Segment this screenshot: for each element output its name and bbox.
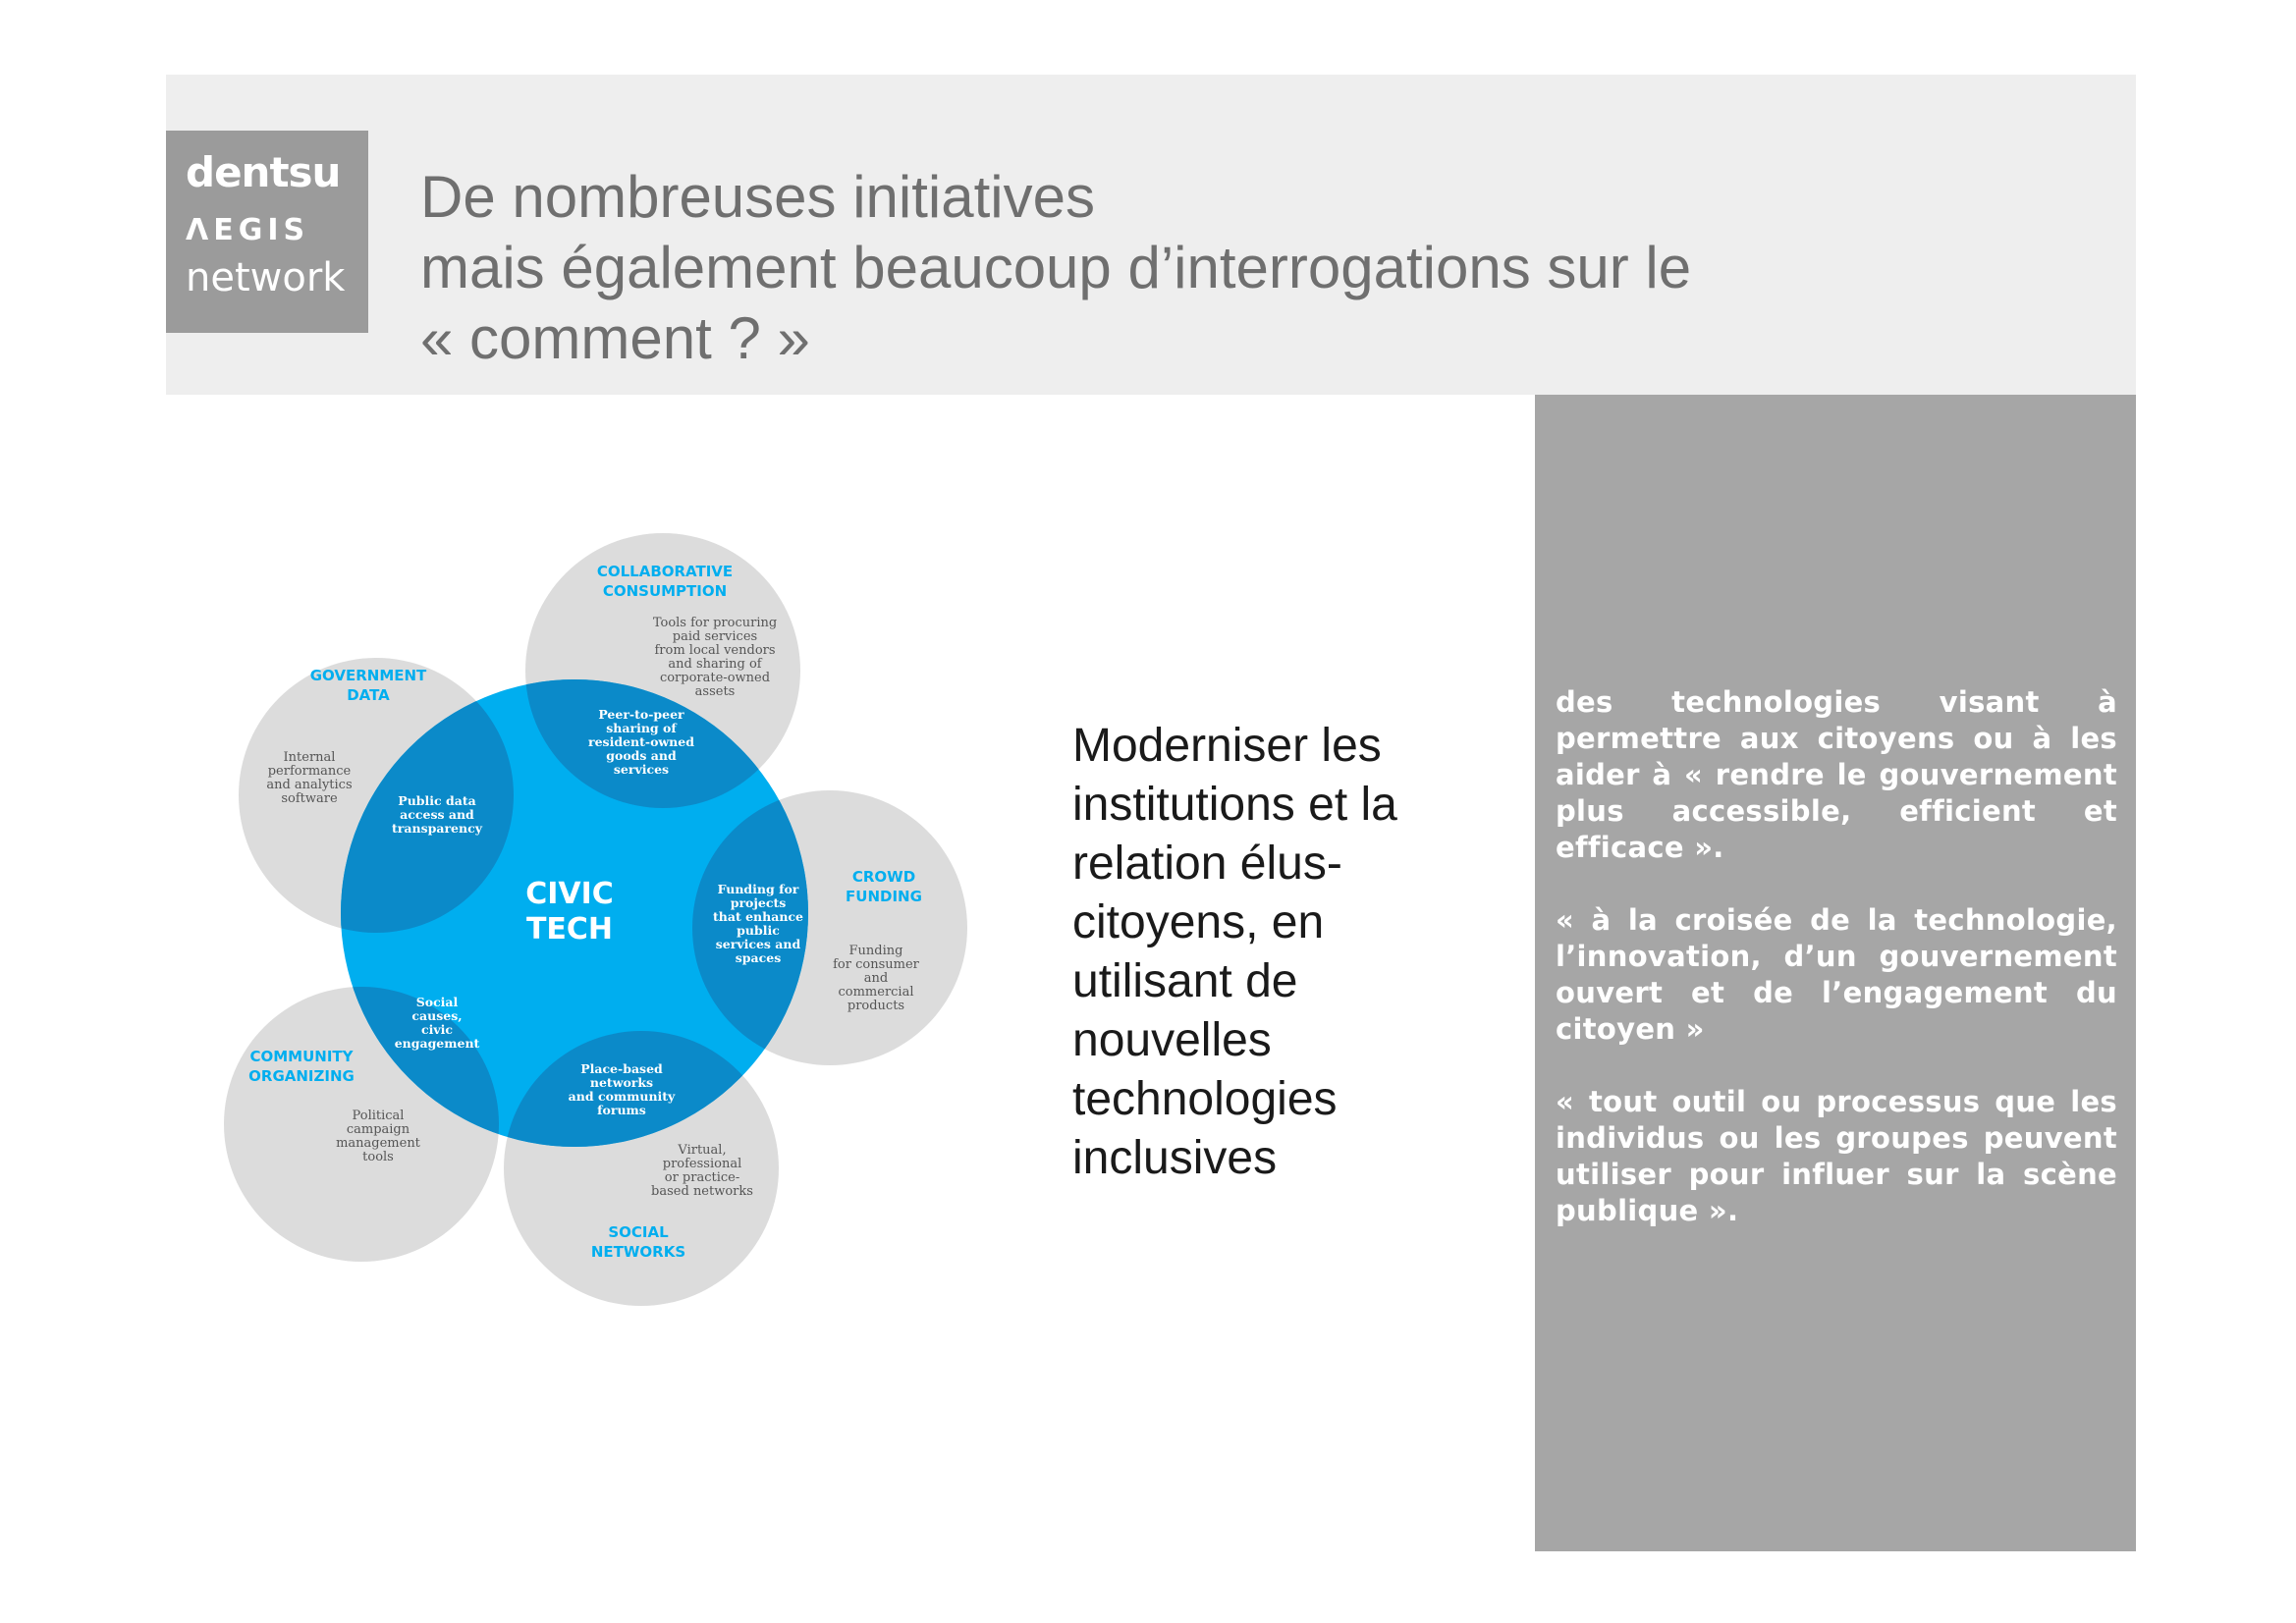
middle-text	[1072, 717, 1446, 1188]
overlap-label: Public data access and transparency	[392, 793, 482, 836]
title-line-2: mais également beaucoup d’interrogations sur le	[420, 235, 1692, 300]
middle-text-line: inclusives	[1072, 1132, 1278, 1184]
overlap-label: Social causes, civic engagement	[394, 995, 480, 1051]
center-label: CIVIC TECH	[525, 877, 614, 947]
circle-title: GOVERNMENT DATA	[309, 667, 427, 704]
circle-description: Political campaign management tools	[336, 1109, 420, 1164]
overlap-label: Funding for projects that enhance public services and spaces	[713, 882, 803, 965]
civic-tech-diagram	[216, 525, 992, 1321]
circle-title: COLLABORATIVE CONSUMPTION	[596, 563, 734, 600]
definition-text	[1556, 684, 2117, 1266]
logo-line-3: network	[186, 255, 346, 300]
page-title	[420, 162, 2090, 374]
middle-text-line: nouvelles	[1072, 1014, 1272, 1066]
middle-text-line: institutions et la	[1072, 779, 1397, 831]
middle-text-line: technologies	[1072, 1073, 1338, 1125]
title-line-3: « comment ? »	[420, 305, 810, 371]
circle-description: Virtual, professional or practice-based networks	[651, 1143, 753, 1199]
middle-text-line: citoyens, en	[1072, 896, 1325, 948]
definition-paragraph: « à la croisée de la technologie, l’innovation, d’un gouvernement ouvert et de l’engagement du citoyen »	[1556, 903, 2117, 1046]
circle-title: CROWD FUNDING	[846, 868, 922, 905]
circle-description: Funding for consumer and commercial products	[833, 944, 919, 1013]
definition-paragraph: des technologies visant à permettre aux citoyens ou à les aider à « rendre le gouvernement plus accessible, efficient et efficace ».	[1556, 685, 2117, 864]
dentsu-aegis-logo	[166, 131, 368, 333]
middle-text-line: relation élus-	[1072, 838, 1342, 890]
overlap-label: Place-based networks and community forums	[568, 1061, 676, 1117]
middle-text-line: utilisant de	[1072, 955, 1298, 1007]
overlap-label: Peer-to-peer sharing of resident-owned goods and services	[588, 707, 694, 777]
logo-line-1: dentsu	[186, 148, 341, 196]
circle-title: COMMUNITY ORGANIZING	[248, 1048, 355, 1085]
title-line-1: De nombreuses initiatives	[420, 164, 1095, 230]
definition-paragraph: « tout outil ou processus que les individus ou les groupes peuvent utiliser pour influer sur la scène publique ».	[1556, 1085, 2117, 1227]
circle-description: Tools for procuring paid services from local vendors and sharing of corporate-owned assets	[652, 616, 778, 699]
circle-title: SOCIAL NETWORKS	[590, 1223, 686, 1261]
circle-description: Internal performance and analytics software	[266, 750, 353, 806]
middle-text-line: Moderniser les	[1072, 720, 1382, 772]
logo-line-2: ΛEGIS	[186, 213, 310, 247]
